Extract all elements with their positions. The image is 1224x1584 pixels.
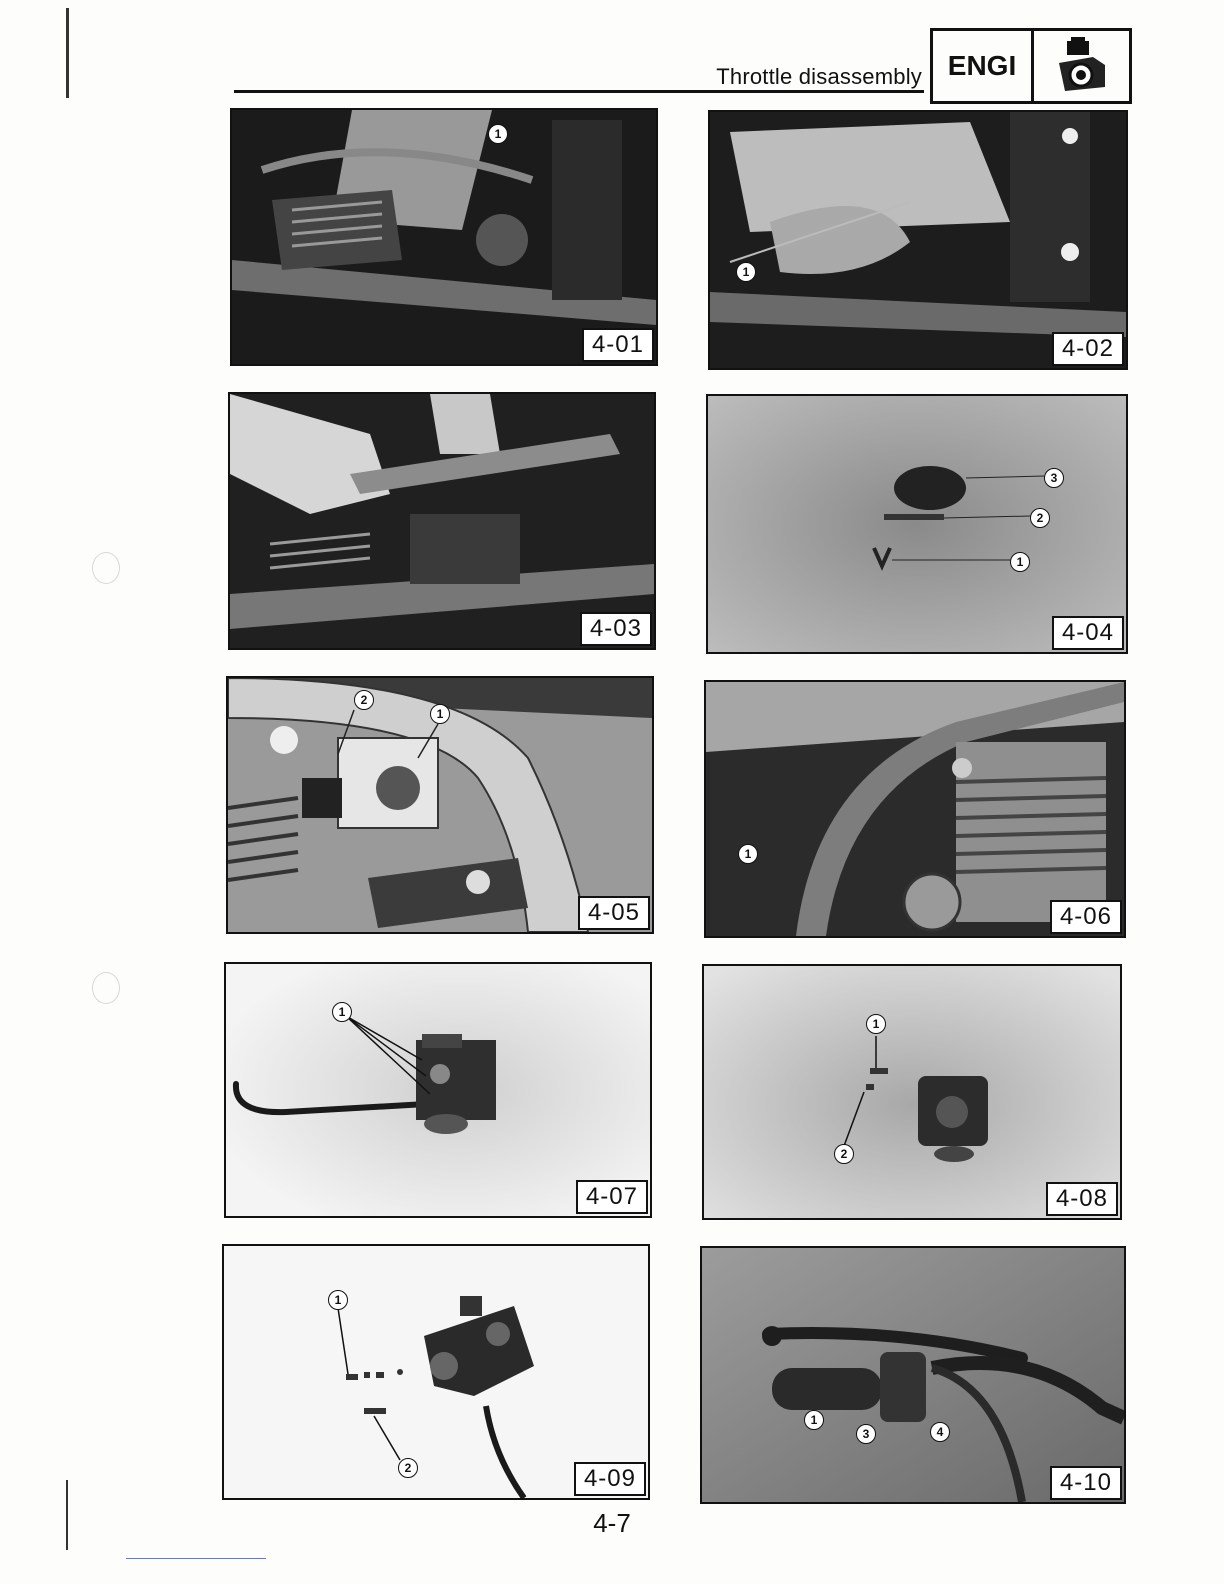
figure-4-02 xyxy=(708,110,1128,370)
figure-label: 4-07 xyxy=(576,1180,648,1214)
callout: 2 xyxy=(354,690,374,710)
callout: 1 xyxy=(738,844,758,864)
callout: 3 xyxy=(856,1424,876,1444)
callout: 4 xyxy=(930,1422,950,1442)
page-title: Throttle disassembly xyxy=(716,64,922,89)
photo-carburetor-isolated xyxy=(226,964,650,1216)
callout: 2 xyxy=(1030,508,1050,528)
page-number: 4-7 xyxy=(593,1508,631,1538)
figure-label: 4-08 xyxy=(1046,1182,1118,1216)
callout: 1 xyxy=(866,1014,886,1034)
callout: 1 xyxy=(328,1290,348,1310)
binding-line xyxy=(66,8,69,98)
engine-icon xyxy=(1034,31,1129,101)
figure-label: 4-10 xyxy=(1050,1466,1122,1500)
figure-label: 4-01 xyxy=(582,328,654,362)
photo-throttle-parts xyxy=(708,396,1126,652)
photo-carburetor-jets xyxy=(224,1246,648,1498)
section-tag: ENGI xyxy=(933,31,1034,101)
figure-label: 4-06 xyxy=(1050,900,1122,934)
figure-4-01 xyxy=(230,108,658,366)
callout: 2 xyxy=(834,1144,854,1164)
photo-hand-cable xyxy=(710,112,1126,368)
figure-label: 4-03 xyxy=(580,612,652,646)
callout: 1 xyxy=(804,1410,824,1430)
figure-4-05 xyxy=(226,676,654,934)
photo-carburetor-parts xyxy=(704,966,1120,1218)
footer-rule xyxy=(126,1558,266,1559)
figure-4-08 xyxy=(702,964,1122,1220)
photo-hands-carburetor xyxy=(230,394,654,648)
figure-label: 4-05 xyxy=(578,896,650,930)
callout: 1 xyxy=(488,124,508,144)
figure-4-10 xyxy=(700,1246,1126,1504)
callout: 2 xyxy=(398,1458,418,1478)
figure-label: 4-04 xyxy=(1052,616,1124,650)
callout: 1 xyxy=(736,262,756,282)
figure-4-07 xyxy=(224,962,652,1218)
photo-handlebar-throttle xyxy=(702,1248,1124,1502)
callout: 3 xyxy=(1044,468,1064,488)
figure-4-03 xyxy=(228,392,656,650)
callout: 1 xyxy=(430,704,450,724)
callout: 1 xyxy=(1010,552,1030,572)
figure-label: 4-09 xyxy=(574,1462,646,1496)
figure-4-04 xyxy=(706,394,1128,654)
photo-engine-block xyxy=(706,682,1124,936)
photo-engine-cable xyxy=(232,110,656,364)
header-rule xyxy=(234,90,924,93)
figure-4-09 xyxy=(222,1244,650,1500)
punch-hole xyxy=(92,972,120,1004)
callout: 1 xyxy=(332,1002,352,1022)
figure-4-06 xyxy=(704,680,1126,938)
punch-hole xyxy=(92,552,120,584)
figure-label: 4-02 xyxy=(1052,332,1124,366)
section-tab xyxy=(930,28,1132,104)
